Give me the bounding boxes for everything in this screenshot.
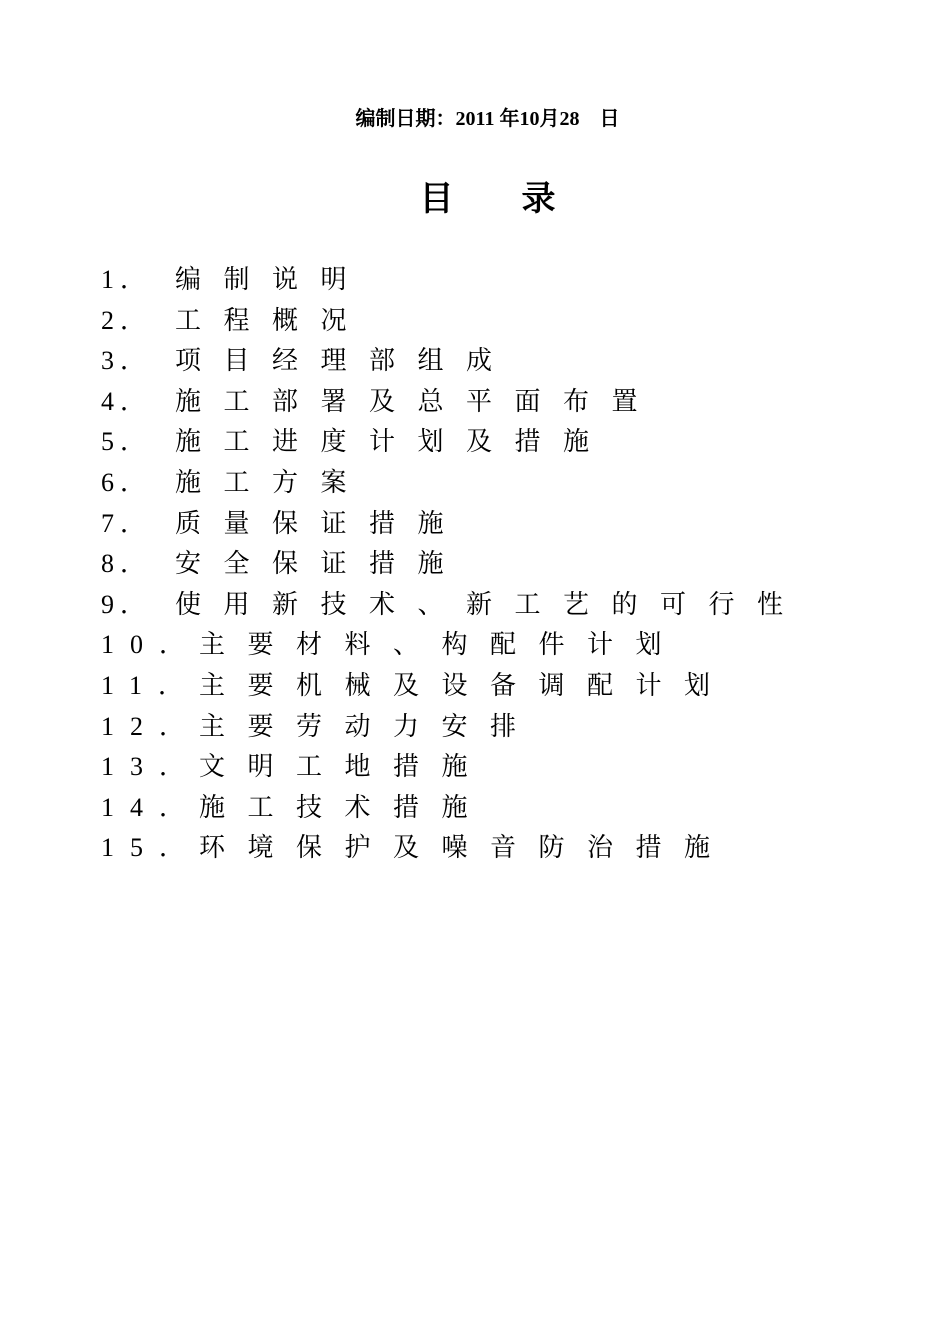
toc-item-number: 15． <box>101 833 202 863</box>
toc-item-text: 施工方案 <box>175 467 370 497</box>
toc-item-number: 1． <box>101 265 153 294</box>
toc-item-number: 4． <box>101 386 153 416</box>
toc-item-text: 项目经理部组成 <box>175 346 515 376</box>
toc-item-number: 11． <box>101 670 201 700</box>
toc-item-number: 13． <box>101 752 202 782</box>
toc-item-number: 2． <box>101 305 153 335</box>
toc-title: 目 录 <box>419 181 556 218</box>
toc-list <box>101 260 806 869</box>
toc-item-text: 工程概况 <box>175 305 370 335</box>
toc-item-text: 环境保护及噪音防治措施 <box>199 833 733 863</box>
toc-item-text: 编制说明 <box>175 265 370 294</box>
toc-item <box>101 422 806 463</box>
toc-item <box>101 260 806 301</box>
toc-item-number: 9． <box>101 589 153 619</box>
toc-item <box>101 341 806 382</box>
toc-item <box>101 707 806 748</box>
toc-item-number: 12． <box>101 711 202 741</box>
toc-item-text: 主要材料、构配件计划 <box>199 630 685 660</box>
toc-item <box>101 788 806 829</box>
toc-item-text: 文明工地措施 <box>199 752 491 782</box>
toc-item-text: 安全保证措施 <box>175 549 467 579</box>
toc-item-number: 7． <box>101 508 153 538</box>
toc-item-text: 使用新技术、新工艺的可行性 <box>175 589 806 619</box>
toc-item <box>101 544 806 585</box>
toc-item-text: 施工进度计划及措施 <box>175 427 612 457</box>
toc-item-text: 主要机械及设备调配计划 <box>199 670 733 700</box>
toc-item-number: 5． <box>101 427 153 457</box>
toc-item <box>101 301 806 342</box>
toc-item-number: 8． <box>101 549 153 579</box>
toc-item-number: 14． <box>101 792 202 822</box>
toc-item-text: 主要劳动力安排 <box>199 711 539 741</box>
toc-item <box>101 625 806 666</box>
toc-item <box>101 382 806 423</box>
compile-date: 编制日期：2011 年10月28 日 <box>355 108 620 130</box>
toc-item-text: 质量保证措施 <box>175 508 467 538</box>
toc-item-text: 施工部署及总平面布置 <box>175 386 661 416</box>
toc-item <box>101 828 806 869</box>
toc-item <box>101 585 806 626</box>
toc-item <box>101 504 806 545</box>
toc-item-number: 10． <box>101 630 202 660</box>
toc-item <box>101 463 806 504</box>
toc-item-number: 3． <box>101 346 153 376</box>
toc-item-number: 6． <box>101 467 153 497</box>
toc-item <box>101 666 806 707</box>
toc-item <box>101 747 806 788</box>
toc-item-text: 施工技术措施 <box>199 792 491 822</box>
